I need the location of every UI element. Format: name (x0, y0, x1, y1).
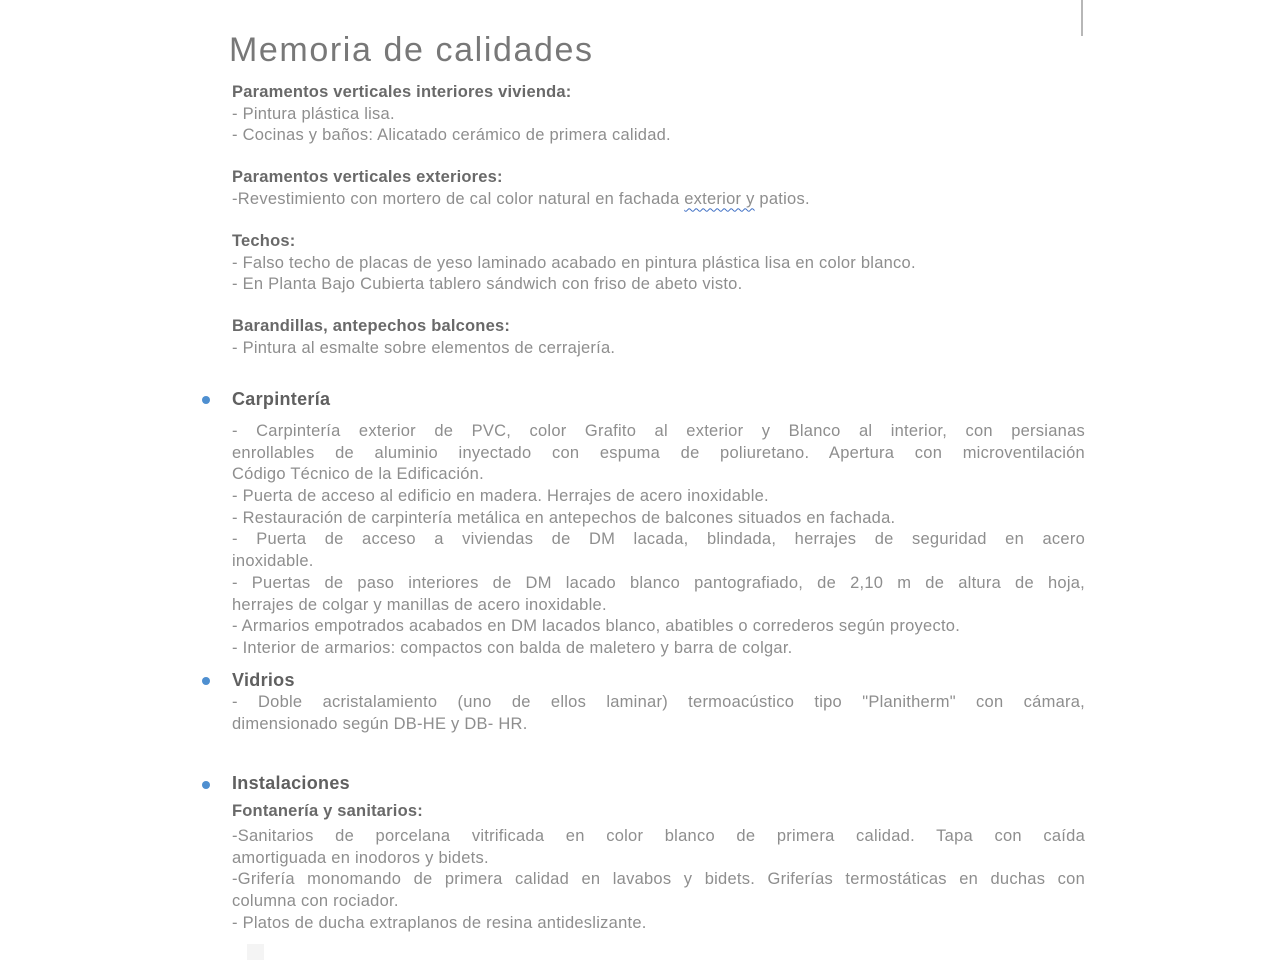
paragraph (232, 529, 1085, 572)
text-line: - Carpintería exterior de PVC, color Grafito al exterior y Blanco al interior, con persianas (232, 422, 1085, 440)
paragraph (232, 826, 1085, 869)
text-line: herrajes de colgar y manillas de acero inoxidable. (232, 595, 607, 614)
artifact-smudge (247, 944, 264, 960)
section-heading-carpinteria: Carpintería (232, 389, 331, 409)
bullet-icon (202, 781, 210, 789)
section-paramentos-exteriores (232, 167, 1085, 210)
revestimiento-line (232, 189, 1085, 211)
section-vidrios-body (232, 692, 1085, 735)
bullet-icon (202, 396, 210, 404)
section-carpinteria-body (232, 421, 1085, 660)
text-line: - En Planta Bajo Cubierta tablero sándwich con friso de abeto visto. (232, 275, 743, 294)
section-instalaciones-body (232, 826, 1085, 934)
subsection-heading: Paramentos verticales interiores vivienda: (232, 83, 572, 101)
section-heading-instalaciones: Instalaciones (232, 773, 350, 793)
text-line: - Platos de ducha extraplanos de resina antideslizante. (232, 913, 647, 932)
subsection-heading: Paramentos verticales exteriores: (232, 168, 503, 186)
text-segment: patios. (754, 189, 810, 208)
text-line: - Cocinas y baños: Alicatado cerámico de primera calidad. (232, 126, 671, 145)
section-barandillas (232, 316, 1085, 359)
text-line: - Falso techo de placas de yeso laminado acabado en pintura plástica lisa en color blanco. (232, 253, 916, 272)
spellcheck-underline: exterior y (684, 189, 755, 208)
text-line: inoxidable. (232, 552, 314, 571)
section-heading-vidrios: Vidrios (232, 670, 295, 690)
document-title: Memoria de calidades (229, 30, 594, 69)
text-line: - Puerta de acceso a viviendas de DM lacada, blindada, herrajes de seguridad en acero (232, 530, 1085, 549)
subsection-heading: Techos: (232, 232, 296, 250)
text-segment: -Revestimiento con mortero de cal color natural en fachada (232, 189, 685, 208)
text-line: amortiguada en inodoros y bidets. (232, 848, 489, 867)
paragraph (232, 573, 1085, 616)
text-line: - Puertas de paso interiores de DM lacado blanco pantografiado, de 2,10 m de altura de hoja, (232, 573, 1085, 592)
subsection-heading: Fontanería y sanitarios: (232, 802, 423, 820)
text-line: - Restauración de carpintería metálica en antepechos de balcones situados en fachada. (232, 508, 896, 527)
text-block (232, 253, 1085, 296)
text-line: columna con rociador. (232, 892, 399, 911)
section-paramentos-interiores (232, 82, 1085, 147)
text-line: -Grifería monomando de primera calidad en lavabos y bidets. Griferías termostáticas en duchas con (232, 870, 1085, 889)
text-line: - Pintura plástica lisa. (232, 104, 395, 123)
text-line: enrollables de aluminio inyectado con espuma de poliuretano. Apertura con microventilación (232, 443, 1085, 462)
subsection-heading: Barandillas, antepechos balcones: (232, 317, 511, 335)
page-edge-line (1081, 0, 1083, 36)
text-block (232, 338, 1085, 360)
bullet-icon (202, 677, 210, 685)
text-line: Código Técnico de la Edificación. (232, 465, 484, 484)
text-line: - Armarios empotrados acabados en DM lacados blanco, abatibles o correderos según proyecto. (232, 617, 961, 636)
text-line: - Pintura al esmalte sobre elementos de cerrajería. (232, 338, 616, 357)
paragraph (232, 692, 1085, 735)
section-techos (232, 231, 1085, 296)
text-line: - Puerta de acceso al edificio en madera. Herrajes de acero inoxidable. (232, 487, 769, 506)
text-line: dimensionado según DB-HE y DB- HR. (232, 714, 528, 733)
text-line: - Doble acristalamiento (uno de ellos laminar) termoacústico tipo "Planitherm" con cámara, (232, 693, 1085, 711)
paragraph (232, 869, 1085, 912)
paragraph (232, 421, 1085, 486)
text-line: -Sanitarios de porcelana vitrificada en color blanco de primera calidad. Tapa con caída (232, 827, 1085, 845)
text-line: - Interior de armarios: compactos con balda de maletero y barra de colgar. (232, 638, 793, 657)
text-block (232, 104, 1085, 147)
